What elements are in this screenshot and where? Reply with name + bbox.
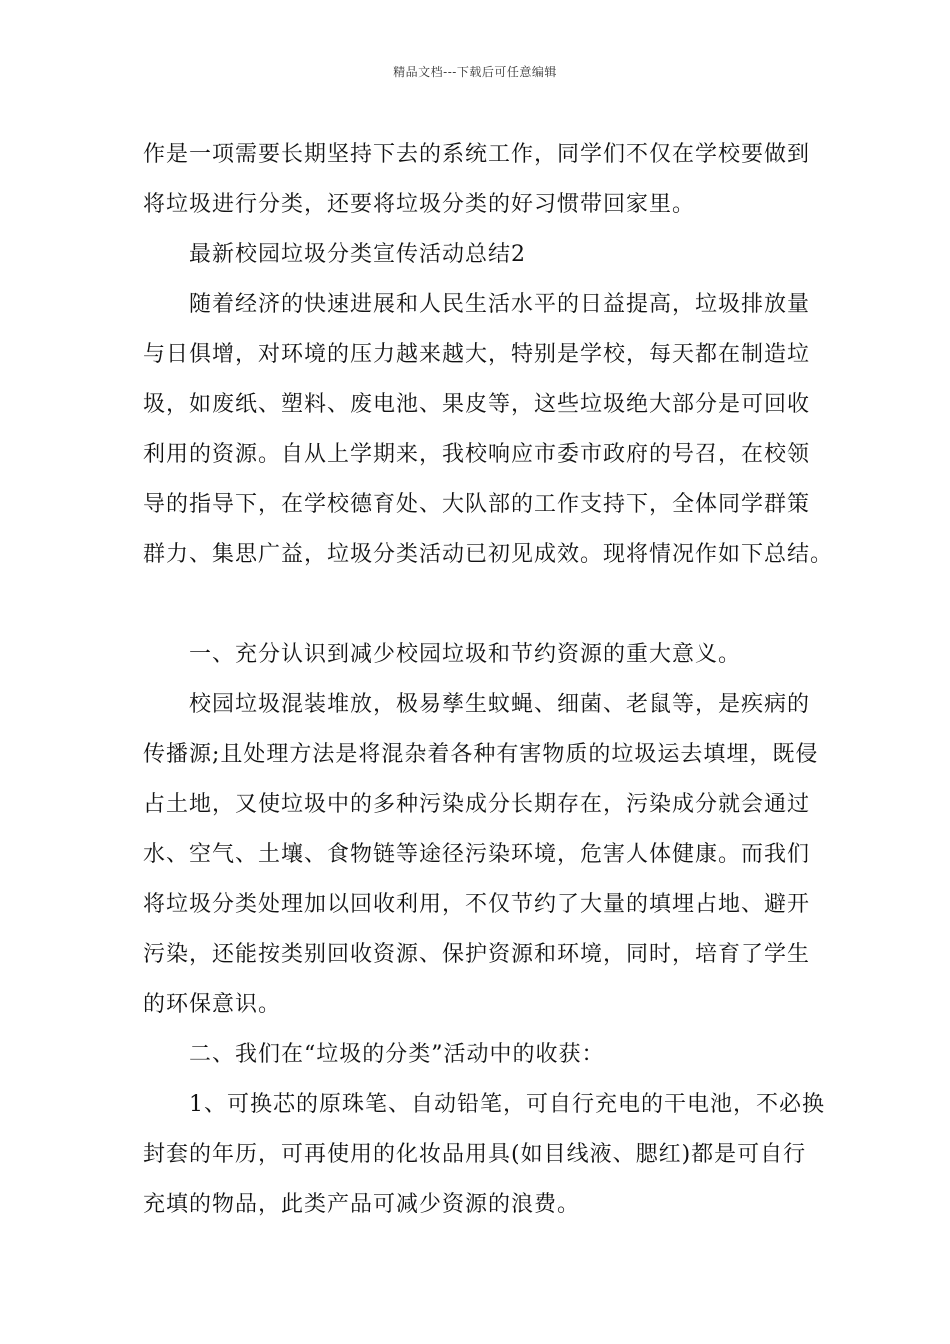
text-line: 水、空气、土壤、食物链等途径污染环境，危害人体健康。而我们 [143,842,811,867]
text-line: 的环保意识。 [143,992,282,1017]
text-line: 与日俱增，对环境的压力越来越大，特别是学校，每天都在制造垃 [143,342,811,367]
text-line: 利用的资源。自从上学期来，我校响应市委市政府的号召，在校领 [143,442,811,467]
text-line: 1、可换芯的原珠笔、自动铅笔，可自行充电的干电池，不必换 [189,1092,825,1117]
text-line: 将垃圾进行分类，还要将垃圾分类的好习惯带回家里。 [143,192,696,217]
text-line: 充填的物品，此类产品可减少资源的浪费。 [143,1192,581,1217]
text-line: 将垃圾分类处理加以回收利用，不仅节约了大量的填埋占地、避开 [143,892,811,917]
document-body [143,130,834,1230]
page-header: 精品文档---下载后可任意编辑 [393,65,557,79]
text-line: 导的指导下，在学校德育处、大队部的工作支持下，全体同学群策 [143,492,811,517]
section-title: 最新校园垃圾分类宣传活动总结2 [189,242,526,267]
section-heading: 一、充分认识到减少校园垃圾和节约资源的重大意义。 [189,642,742,667]
text-line: 圾，如废纸、塑料、废电池、果皮等，这些垃圾绝大部分是可回收 [143,392,811,417]
text-line: 随着经济的快速进展和人民生活水平的日益提高，垃圾排放量 [189,292,811,317]
text-line: 群力、集思广益，垃圾分类活动已初见成效。现将情况作如下总结。 [143,542,834,567]
text-line: 校园垃圾混装堆放，极易孳生蚊蝇、细菌、老鼠等，是疾病的 [189,692,811,717]
text-line: 占土地，又使垃圾中的多种污染成分长期存在，污染成分就会通过 [143,792,811,817]
text-line: 传播源;且处理方法是将混杂着各种有害物质的垃圾运去填埋，既侵 [143,742,819,767]
text-line: 污染，还能按类别回收资源、保护资源和环境，同时，培育了学生 [143,942,811,967]
section-heading: 二、我们在“垃圾的分类”活动中的收获： [189,1042,605,1067]
text-line: 作是一项需要长期坚持下去的系统工作，同学们不仅在学校要做到 [143,142,811,167]
blank-line [143,580,823,630]
text-line: 封套的年历，可再使用的化妆品用具(如目线液、腮红)都是可自行 [143,1142,807,1167]
